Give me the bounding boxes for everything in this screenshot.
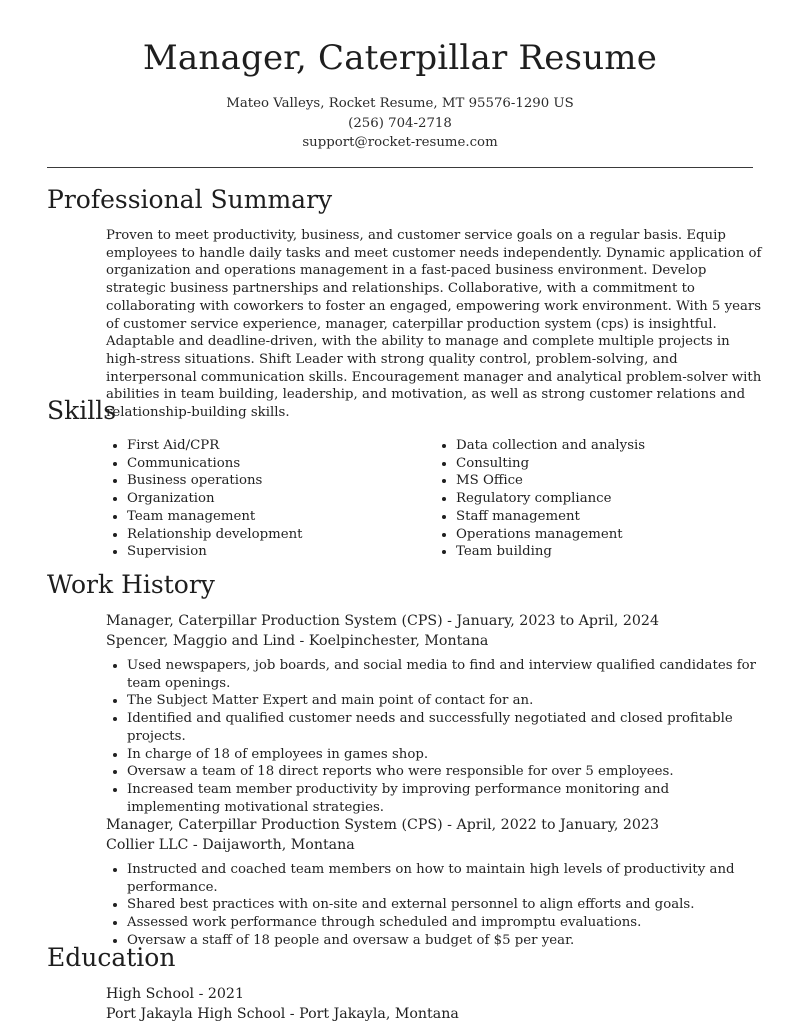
skill-item: • Team building — [456, 543, 766, 561]
skill-item: • Consulting — [456, 455, 766, 473]
skill-item: • Supervision — [127, 543, 435, 561]
skill-item: • Staff management — [456, 508, 766, 526]
skill-item: • Operations management — [456, 526, 766, 544]
job-bullet: • Increased team member productivity by improving performance monitoring and implementing motivational strategies. — [127, 781, 766, 816]
skill-item: • Organization — [127, 490, 435, 508]
job-bullet: • The Subject Matter Expert and main point of contact for an. — [127, 692, 766, 710]
skill-item: • Data collection and analysis — [456, 437, 766, 455]
skill-item: • First Aid/CPR — [127, 437, 435, 455]
skills-column-left — [106, 437, 435, 561]
job-bullets — [106, 861, 766, 950]
summary-text: Proven to meet productivity, business, and customer service goals on a regular basis. Equip employees to handle daily tasks and meet customer needs independently. Dynamic application of organization and operations management in a fast-paced business environment. Develop strategic business partnerships and relationships. Collaborative, with a commitment to collaborating with coworkers to foster an engaged, empowering work environment. With 5 years of customer service experience, manager, caterpillar production system (cps) is insightful. Adaptable and deadline-driven, with the ability to manage and complete multiple projects in high-stress situations. Shift Leader with strong quality control, problem-solving, and interpersonal communication skills. Encouragement manager and analytical problem-solver with abilities in team building, leadership, and motivation, as well as strong customer relations and relationship-building skills. — [106, 228, 762, 421]
contact-address: Mateo Valleys, Rocket Resume, MT 95576-1290 US — [226, 96, 574, 111]
job-bullet: • Assessed work performance through scheduled and impromptu evaluations. — [127, 914, 766, 932]
skills-heading: Skills — [47, 396, 117, 425]
summary-heading: Professional Summary — [47, 185, 333, 214]
skill-item: • Team management — [127, 508, 435, 526]
skills-column-right — [435, 437, 766, 561]
job-bullet: • Oversaw a team of 18 direct reports who were responsible for over 5 employees. — [127, 763, 766, 781]
education-entry — [106, 985, 766, 1024]
resume-title: Manager, Caterpillar Resume — [142, 38, 658, 78]
job-bullet: • Instructed and coached team members on how to maintain high levels of productivity and performance. — [127, 861, 766, 896]
job-bullet: • Used newspapers, job boards, and social media to find and interview qualified candidates for team openings. — [127, 657, 766, 692]
contact-email: support@rocket-resume.com — [302, 135, 498, 150]
contact-phone: (256) 704-2718 — [348, 115, 452, 131]
job-entry-2 — [106, 816, 766, 950]
job-company-line: Collier LLC - Daijaworth, Montana — [106, 836, 355, 853]
job-company-line: Spencer, Maggio and Lind - Koelpinchester, Montana — [106, 632, 489, 649]
skill-item: • MS Office — [456, 472, 766, 490]
work-history-heading: Work History — [47, 570, 215, 599]
contact-block — [0, 94, 800, 153]
education-heading: Education — [47, 943, 176, 972]
skills-list — [106, 437, 766, 561]
job-title-line: Manager, Caterpillar Production System (CPS) - April, 2022 to January, 2023 — [106, 817, 659, 833]
skill-item: • Business operations — [127, 472, 435, 490]
skill-item: • Regulatory compliance — [456, 490, 766, 508]
job-bullet: • Oversaw a staff of 18 people and oversaw a budget of $5 per year. — [127, 932, 766, 950]
header-divider — [47, 167, 753, 168]
skill-item: • Communications — [127, 455, 435, 473]
job-title-line: Manager, Caterpillar Production System (CPS) - January, 2023 to April, 2024 — [106, 613, 659, 629]
education-degree-line: High School - 2021 — [106, 986, 244, 1002]
job-bullet: • Shared best practices with on-site and external personnel to align efforts and goals. — [127, 896, 766, 914]
education-school-line: Port Jakayla High School - Port Jakayla, Montana — [106, 1005, 459, 1022]
skill-item: • Relationship development — [127, 526, 435, 544]
job-bullet: • Identified and qualified customer needs and successfully negotiated and closed profitable projects. — [127, 710, 766, 745]
job-bullets — [106, 657, 766, 816]
job-entry-1 — [106, 612, 766, 816]
job-bullet: • In charge of 18 of employees in games shop. — [127, 746, 766, 764]
